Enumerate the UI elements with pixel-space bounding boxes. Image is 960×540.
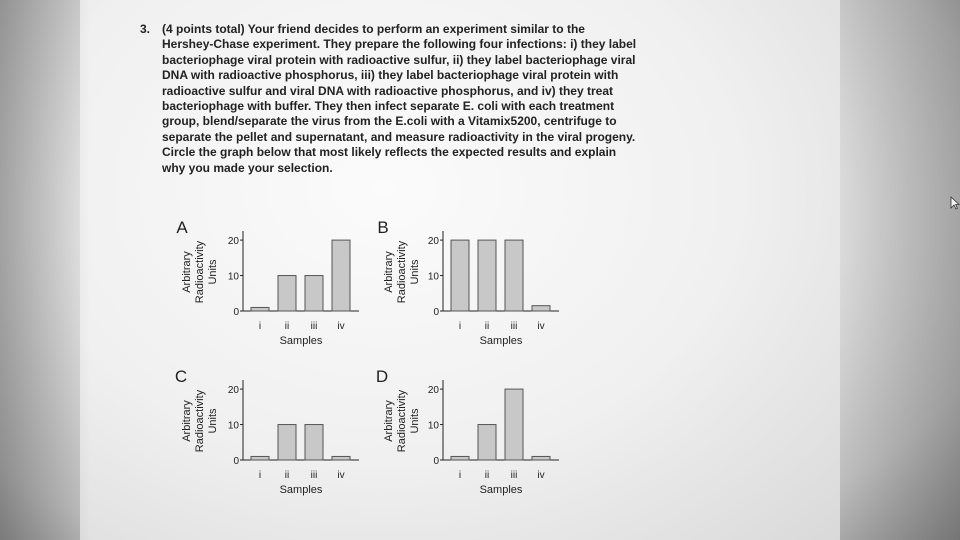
y-axis-label: Arbitrary bbox=[383, 400, 395, 442]
x-tick-label: ii bbox=[284, 470, 290, 481]
x-tick-label: ii bbox=[284, 321, 290, 332]
bar bbox=[532, 456, 550, 460]
bar bbox=[251, 307, 269, 311]
x-axis-label: Samples bbox=[279, 484, 323, 496]
y-tick-label: 0 bbox=[433, 307, 439, 318]
y-axis-label: Units bbox=[409, 408, 421, 434]
x-axis-label: Samples bbox=[479, 335, 523, 347]
y-axis-label: Radioactivity bbox=[194, 389, 206, 453]
x-tick-label: i bbox=[458, 470, 462, 481]
y-axis-label: Arbitrary bbox=[383, 251, 395, 293]
x-axis-label: Samples bbox=[479, 484, 523, 496]
question-line: separate the pellet and supernatant, and measure radioactivity in the viral progeny. bbox=[162, 129, 636, 144]
y-tick-label: 20 bbox=[427, 385, 439, 397]
x-tick-label: iii bbox=[310, 321, 318, 332]
y-axis-label: Radioactivity bbox=[396, 240, 408, 304]
panel-letter: A bbox=[176, 218, 188, 237]
y-tick-label: 20 bbox=[227, 236, 239, 248]
x-tick-label: iv bbox=[337, 321, 345, 332]
x-tick-label: iv bbox=[537, 321, 545, 332]
panel-letter: C bbox=[174, 367, 188, 386]
bar bbox=[332, 240, 350, 311]
question-line: group, blend/separate the virus from the E.coli with a Vitamix5200, centrifuge to bbox=[162, 114, 617, 129]
y-tick-label: 10 bbox=[227, 420, 239, 432]
y-tick-label: 10 bbox=[427, 420, 439, 432]
y-tick-label: 20 bbox=[227, 385, 239, 397]
x-tick-label: i bbox=[258, 470, 262, 481]
y-axis-label: Radioactivity bbox=[194, 240, 206, 304]
bar bbox=[505, 389, 523, 460]
question-number: 3. bbox=[140, 22, 151, 36]
y-tick-label: 20 bbox=[427, 236, 439, 248]
x-tick-label: iv bbox=[537, 470, 545, 481]
bar bbox=[278, 276, 296, 311]
mouse-cursor-icon bbox=[950, 196, 960, 210]
y-axis-label: Arbitrary bbox=[181, 251, 193, 293]
bar bbox=[332, 456, 350, 460]
question-line: why you made your selection. bbox=[162, 160, 333, 175]
x-tick-label: iv bbox=[337, 470, 345, 481]
y-axis-label: Radioactivity bbox=[396, 389, 408, 453]
y-tick-label: 0 bbox=[233, 307, 239, 318]
x-tick-label: ii bbox=[484, 470, 490, 481]
question-line: bacteriophage viral protein with radioactive sulfur, ii) they label bacteriophage viral bbox=[162, 52, 636, 67]
question-line: radioactive sulfur and viral DNA with radioactive phosphorus, and iv) they treat bbox=[162, 83, 613, 98]
question-line: (4 points total) Your friend decides to perform an experiment similar to the bbox=[162, 22, 585, 36]
x-tick-label: i bbox=[258, 321, 262, 332]
y-axis-label: Units bbox=[207, 259, 219, 285]
bar bbox=[451, 240, 469, 311]
y-axis-label: Units bbox=[207, 408, 219, 434]
question-line: DNA with radioactive phosphorus, iii) they label bacteriophage viral protein with bbox=[162, 68, 619, 83]
y-tick-label: 0 bbox=[433, 456, 439, 467]
y-axis-label: Arbitrary bbox=[181, 400, 193, 442]
bar bbox=[305, 276, 323, 311]
y-axis-label: Units bbox=[409, 259, 421, 285]
question-line: Circle the graph below that most likely reflects the expected results and explain bbox=[162, 145, 617, 160]
x-tick-label: iii bbox=[510, 321, 518, 332]
y-tick-label: 10 bbox=[227, 271, 239, 283]
bar bbox=[278, 425, 296, 460]
question-line: Hershey-Chase experiment. They prepare the following four infections: i) they label bbox=[162, 37, 637, 52]
y-tick-label: 10 bbox=[427, 271, 439, 283]
bar bbox=[305, 425, 323, 460]
panel-letter: D bbox=[375, 367, 389, 386]
x-tick-label: iii bbox=[310, 470, 318, 481]
panel-letter: B bbox=[377, 218, 389, 237]
bar bbox=[451, 456, 469, 460]
question-line: bacteriophage with buffer. They then infect separate E. coli with each treatment bbox=[162, 99, 615, 114]
bar bbox=[251, 456, 269, 460]
x-tick-label: i bbox=[458, 321, 462, 332]
bar bbox=[532, 306, 550, 311]
bar bbox=[478, 240, 496, 311]
bar bbox=[505, 240, 523, 311]
x-tick-label: ii bbox=[484, 321, 490, 332]
x-tick-label: iii bbox=[510, 470, 518, 481]
x-axis-label: Samples bbox=[279, 335, 323, 347]
y-tick-label: 0 bbox=[233, 456, 239, 467]
bar bbox=[478, 425, 496, 460]
